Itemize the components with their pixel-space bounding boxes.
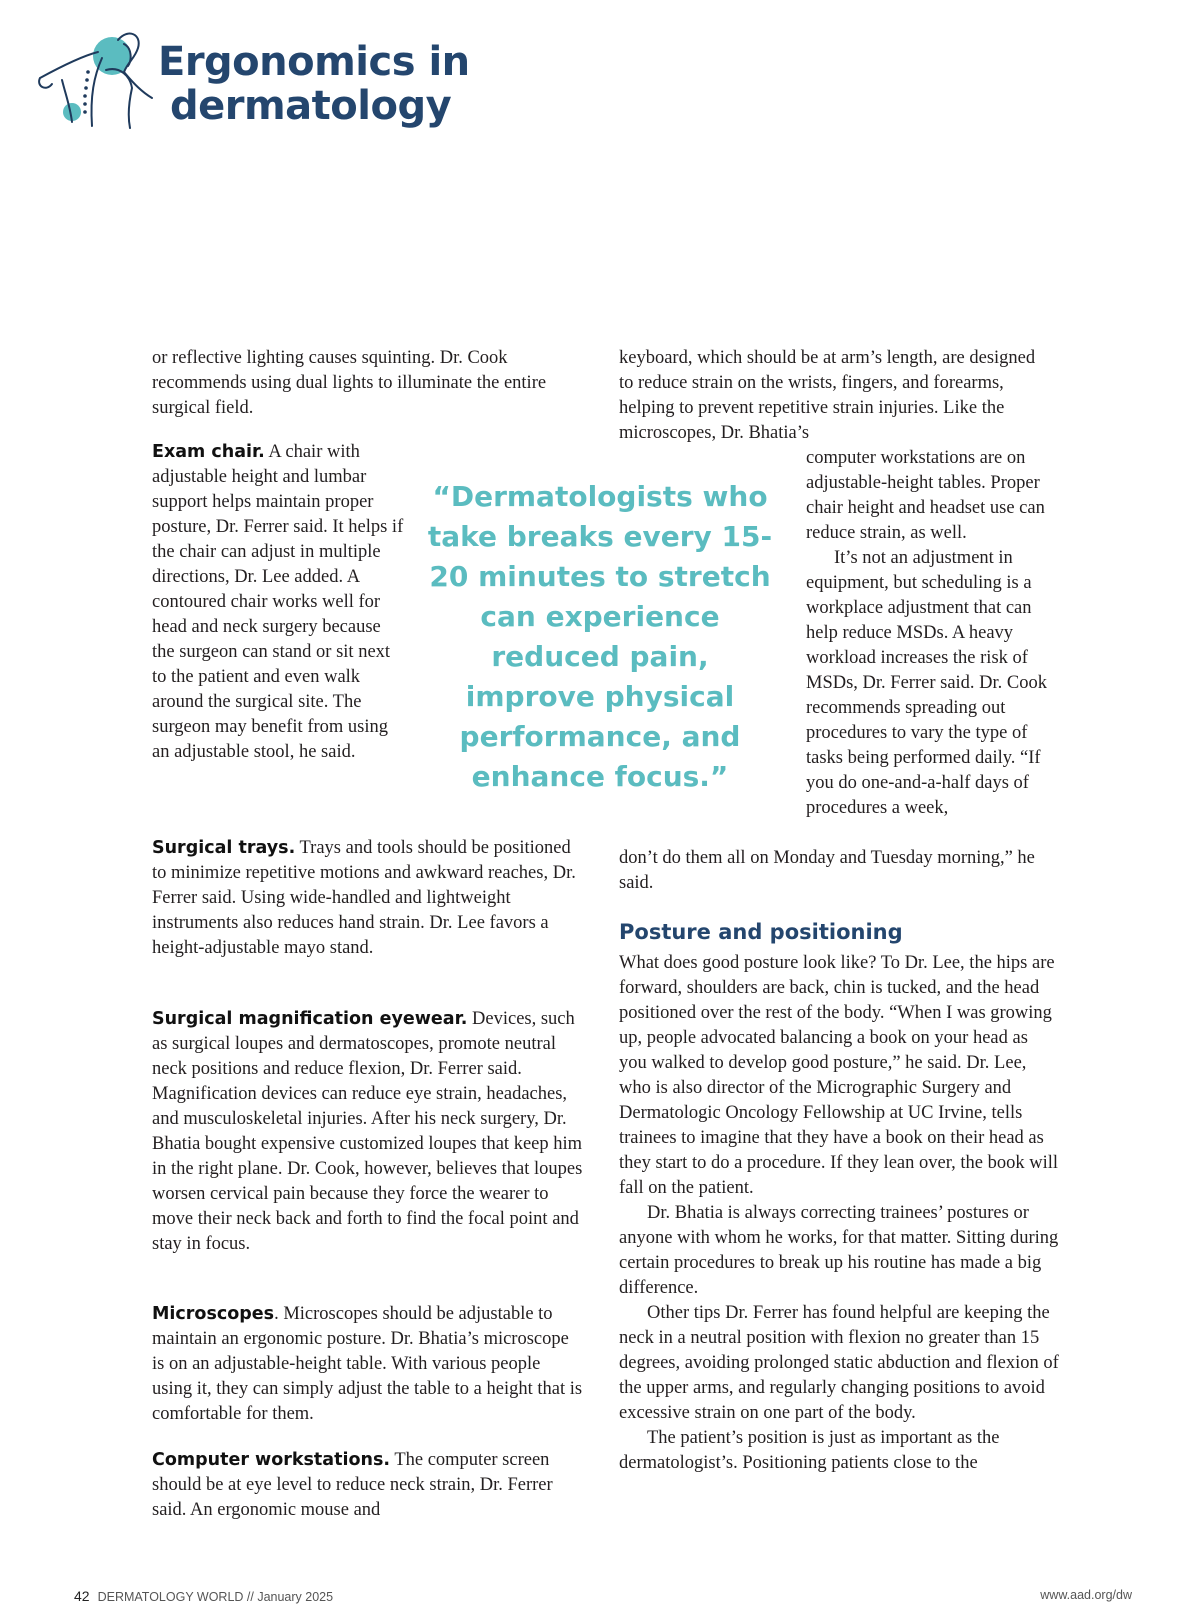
right-top-paragraph: keyboard, which should be at arm’s length, are designed to reduce strain on the wrists, fingers, and forearms, helping to prevent repetitive strain injuries. Like the microscopes, Dr. Bhatia’s — [619, 348, 1036, 443]
section-magnification-eyewear — [152, 1007, 592, 1257]
section-text: Devices, such as surgical loupes and dermatoscopes, promote neutral neck positions and reduce flexion, Dr. Ferrer said. Magnification devices can reduce eye strain, headaches, and musculoskeletal injuries. After his neck surgery, Dr. Bhatia bought expensive customized loupes that keep him in the right plane. Dr. Cook, however, believes that loupes worsen cervical pain because they force the wearer to move their neck back and forth to find the focal point and stay in focus. — [152, 1009, 583, 1254]
wrap-paragraph-1: computer workstations are on adjustable-height tables. Proper chair height and headset use can reduce strain, as well. — [806, 448, 1045, 543]
intro-paragraph: or reflective lighting causes squinting. Dr. Cook recommends using dual lights to illuminate the entire surgical field. — [152, 348, 547, 418]
section-heading: Computer workstations. — [152, 1450, 391, 1470]
title-line-2: dermatology — [170, 83, 452, 129]
right-column-after-wrap — [619, 846, 1059, 896]
section-heading: Exam chair. — [152, 442, 265, 462]
after-wrap-paragraph: don’t do them all on Monday and Tuesday morning,” he said. — [619, 848, 1035, 893]
section-heading: Surgical magnification eyewear. — [152, 1009, 468, 1029]
section-text: The computer screen should be at eye level to reduce neck strain, Dr. Ferrer said. An ergonomic mouse and — [152, 1450, 553, 1520]
footer-left — [74, 1588, 333, 1604]
section-text: Trays and tools should be positioned to minimize repetitive motions and awkward reaches, Dr. Ferrer said. Using wide-handled and lightweight instruments also reduces hand strain. Dr. Lee favors a height-adjustable mayo stand. — [152, 838, 576, 958]
left-column-top — [152, 346, 562, 421]
body-paragraph: Other tips Dr. Ferrer has found helpful are keeping the neck in a neutral position with flexion no greater than 15 degrees, avoiding prolonged static abduction and flexion of the upper arms, and regularly changing positions to avoid excessive strain on one part of the body. — [619, 1303, 1059, 1423]
publication-info: DERMATOLOGY WORLD // January 2025 — [97, 1590, 334, 1604]
posture-body — [619, 951, 1059, 1476]
page-number: 42 — [74, 1588, 90, 1604]
pull-quote: “Dermatologists who take breaks every 15-20 minutes to stretch can experience reduced pain, improve physical performance, and enhance focus.” — [427, 480, 773, 793]
person-neck-pain-icon — [32, 26, 156, 130]
section-exam-chair — [152, 440, 404, 765]
section-subhead: Posture and positioning — [619, 920, 903, 944]
body-paragraph: The patient’s position is just as important as the dermatologist’s. Positioning patients close to the — [619, 1428, 1000, 1473]
wrap-paragraph-2: It’s not an adjustment in equipment, but scheduling is a workplace adjustment that can help reduce MSDs. A heavy workload increases the risk of MSDs, Dr. Ferrer said. Dr. Cook recommends spreading out procedures to vary the type of tasks being performed daily. “If you do one-and-a-half days of procedures a week, — [806, 548, 1048, 818]
section-heading: Surgical trays. — [152, 838, 296, 858]
right-column-top — [619, 346, 1049, 446]
section-microscopes — [152, 1302, 584, 1427]
section-surgical-trays — [152, 836, 584, 961]
section-computer-workstations — [152, 1448, 584, 1523]
section-text: . Microscopes should be adjustable to maintain an ergonomic posture. Dr. Bhatia’s microscope is on an adjustable-height table. With various people using it, they can simply adjust the table to a height that is comfortable for them. — [152, 1304, 583, 1424]
page-title — [158, 40, 470, 128]
section-text: A chair with adjustable height and lumbar support helps maintain proper posture, Dr. Ferrer said. It helps if the chair can adjust in multiple directions, Dr. Lee added. A contoured chair works well for head and neck surgery because the surgeon can stand or sit next to the patient and even walk around the surgical site. The surgeon may benefit from using an adjustable stool, he said. — [152, 442, 404, 762]
body-paragraph: What does good posture look like? To Dr. Lee, the hips are forward, shoulders are back, chin is tucked, and the head positioned over the rest of the body. “When I was growing up, people advocated balancing a book on your head as you walked to develop good posture,” he said. Dr. Lee, who is also director of the Micrographic Surgery and Dermatologic Oncology Fellowship at UC Irvine, tells trainees to imagine that they have a book on their head as they start to do a procedure. If they lean over, the book will fall on the patient. — [619, 953, 1059, 1198]
title-line-1: Ergonomics in — [158, 39, 470, 85]
body-paragraph: Dr. Bhatia is always correcting trainees’ postures or anyone with whom he works, for that matter. Sitting during certain procedures to break up his routine has made a big difference. — [619, 1203, 1059, 1298]
footer-url: www.aad.org/dw — [1040, 1588, 1132, 1602]
section-heading: Microscopes — [152, 1304, 275, 1324]
right-column-wrap — [806, 446, 1060, 821]
